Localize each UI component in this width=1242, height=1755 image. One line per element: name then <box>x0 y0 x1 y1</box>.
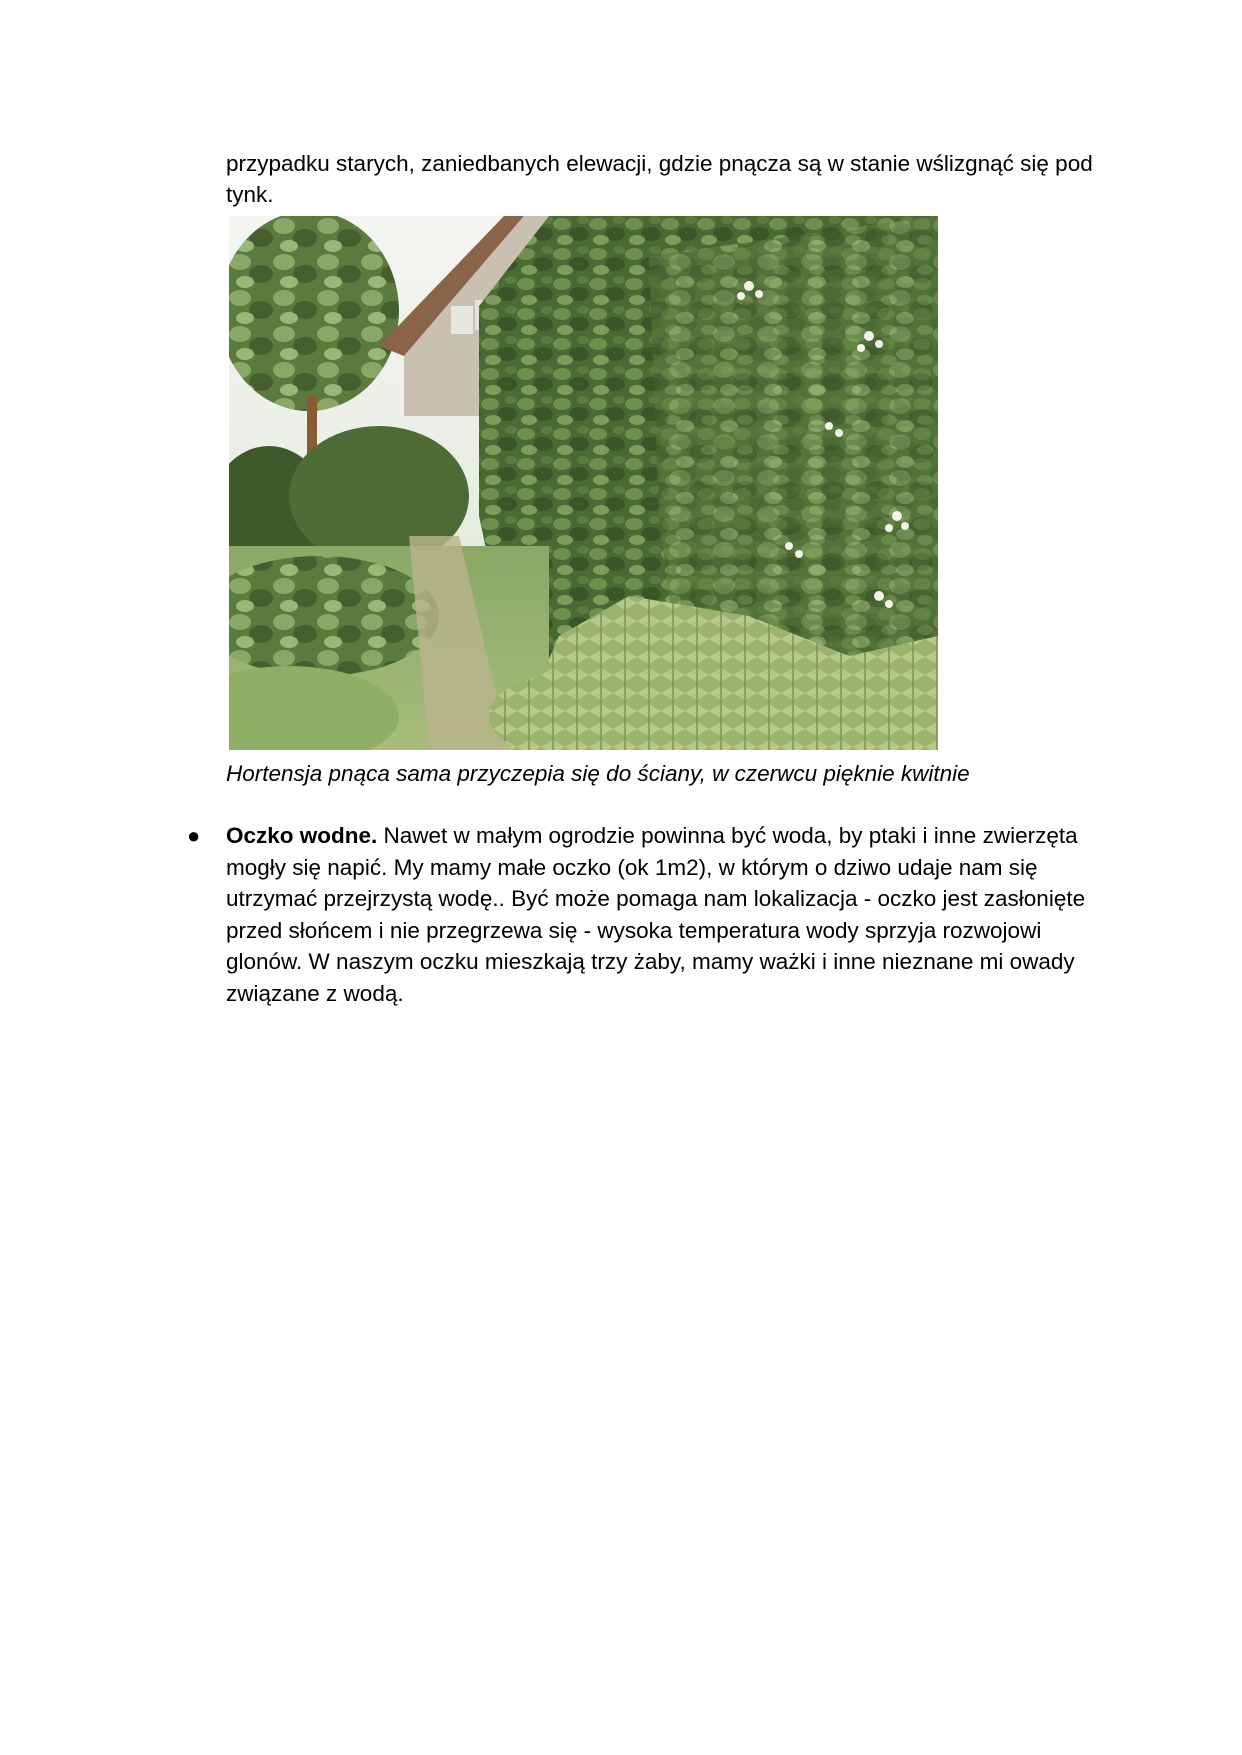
garden-photo <box>229 216 938 750</box>
figure-caption: Hortensja pnąca sama przyczepia się do ściany, w czerwcu pięknie kwitnie <box>226 761 970 786</box>
list-item-lead: Oczko wodne. <box>226 823 378 848</box>
list-item-text: Nawet w małym ogrodzie powinna być woda, by ptaki i inne zwierzęta mogły się napić. My mamy małe oczko (ok 1m2), w którym o dziwo udaje nam się utrzymać przejrzystą wodę.. Być może pomaga nam lokalizacja - oczko jest zasłonięte przed słońcem i nie przegrzewa się - wysoka temperatura wody sprzyja rozwojowi glonów. W naszym oczku mieszkają trzy żaby, mamy ważki i inne nieznane mi owady związane z wodą. <box>226 823 1086 1006</box>
intro-paragraph: przypadku starych, zaniedbanych elewacji, gdzie pnącza są w stanie wślizgnąć się pod tynk. <box>226 151 1093 207</box>
list-item <box>226 820 1116 1009</box>
climbing-hydrangea-wall-image <box>229 216 938 750</box>
bullet-marker: ● <box>187 823 201 848</box>
